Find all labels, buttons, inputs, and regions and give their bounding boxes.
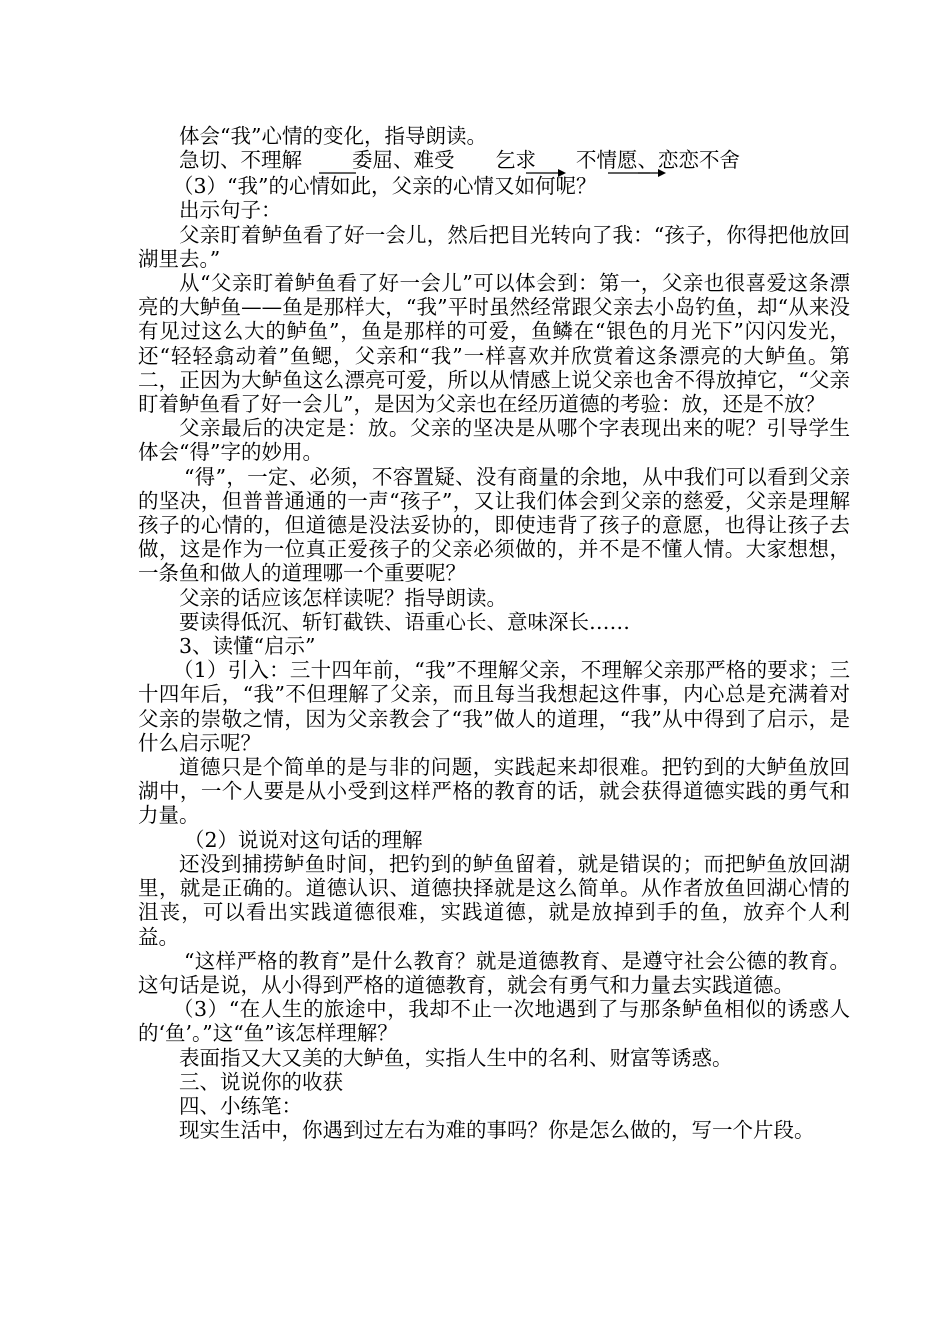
reading-guide: 父亲的话应该怎样读呢？指导朗读。 [179, 585, 507, 610]
de-word-analysis: “得”，一定、必须，不容置疑、没有商量的余地，从中我们可以看到父亲的坚决，但普普通通的一声“孩子”，又让我们体会到父亲的慈爱，父亲是理解孩子的心情的，但道德是没法妥协的，即使违背了孩子的意愿，也得让孩子去做，这是作为一位真正爱孩子的父亲必须做的，并不是不懂人情。大家想想，一条鱼和做人的道理哪一个重要呢？ [138, 464, 850, 586]
emotion-arrows [138, 148, 850, 188]
section-heading-writing: 四、小练笔： [179, 1093, 302, 1118]
section-heading-harvest: 三、说说你的收获 [179, 1069, 343, 1094]
document-body [138, 124, 850, 1142]
key-sentence: 道德只是个简单的是与非的问题，实践起来却很难。把钓到的大鲈鱼放回湖中，一个人要是从小受到这样严格的教育的话，就会获得道德实践的勇气和力量。 [138, 755, 850, 828]
emotion-step-4: 不情愿、恋恋不舍 [576, 148, 740, 173]
question-3: （3）“我”的心情如此，父亲的心情又如何呢？ [173, 174, 597, 199]
emotion-step-1: 急切、不理解 [179, 148, 302, 173]
writing-task: 现实生活中，你遇到过左右为难的事吗？你是怎么做的，写一个片段。 [179, 1118, 815, 1143]
emotion-step-3: 乞求 [495, 148, 536, 173]
fish-meaning: 表面指又大又美的大鲈鱼，实指人生中的名利、财富等诱惑。 [179, 1045, 733, 1070]
arrow-head-2 [558, 169, 566, 177]
reading-tone: 要读得低沉、斩钉截铁、语重心长、意味深长…… [179, 609, 630, 634]
instruction-line: 体会“我”心情的变化，指导朗读。 [179, 124, 487, 148]
quote-sentence: 父亲盯着鲈鱼看了好一会儿，然后把目光转向了我：“孩子，你得把他放回湖里去。” [138, 222, 850, 271]
show-sentence-label: 出示句子： [179, 198, 282, 223]
intro-paragraph: （1）引入：三十四年前，“我”不理解父亲，不理解父亲那严格的要求；三十四年后，“我”不但理解了父亲，而且每当我想起这件事，内心总是充满着对父亲的崇敬之情，因为父亲教会了“我”做人的道理，“我”从中得到了启示，是什么启示呢？ [138, 658, 850, 755]
section-heading-3: 3、读懂“启示” [179, 634, 316, 659]
analysis-paragraph: 从“父亲盯着鲈鱼看了好一会儿”可以体会到：第一，父亲也很喜爱这条漂亮的大鲈鱼——鱼是那样大，“我”平时虽然经常跟父亲去小岛钓鱼，却“从来没有见过这么大的鲈鱼”，鱼是那样的可爱，鱼鳞在“银色的月光下”闪闪发光，还“轻轻翕动着”鱼鳃，父亲和“我”一样喜欢并欣赏着这条漂亮的大鲈鱼。第二，正因为大鲈鱼这么漂亮可爱，所以从情感上说父亲也舍不得放掉它，“父亲盯着鲈鱼看了好一会儿”，是因为父亲也在经历道德的考验：放，还是不放？ [138, 271, 850, 417]
sub-question-3: （3）“在人生的旅途中，我却不止一次地遇到了与那条鲈鱼相似的诱惑人的‘鱼’。”这“鱼”该怎样理解？ [138, 997, 850, 1046]
emotion-step-2: 委屈、难受 [352, 148, 455, 173]
arrow-head-4 [658, 169, 666, 177]
sub-question-2: （2）说说对这句话的理解 [184, 827, 423, 852]
strict-education-paragraph: “这样严格的教育”是什么教育？就是道德教育、是遵守社会公德的教育。这句话是说，从小得到严格的道德教育，就会有勇气和力量去实践道德。 [138, 948, 850, 997]
father-decision: 父亲最后的决定是：放。父亲的坚决是从哪个字表现出来的呢？引导学生体会“得”字的妙用。 [138, 416, 850, 465]
understanding-paragraph: 还没到捕捞鲈鱼时间，把钓到的鲈鱼留着，就是错误的；而把鲈鱼放回湖里，就是正确的。道德认识、道德抉择就是这么简单。从作者放鱼回湖心情的沮丧，可以看出实践道德很难，实践道德，就是放掉到手的鱼，放弃个人利益。 [138, 851, 850, 949]
emotion-flow [138, 148, 850, 174]
